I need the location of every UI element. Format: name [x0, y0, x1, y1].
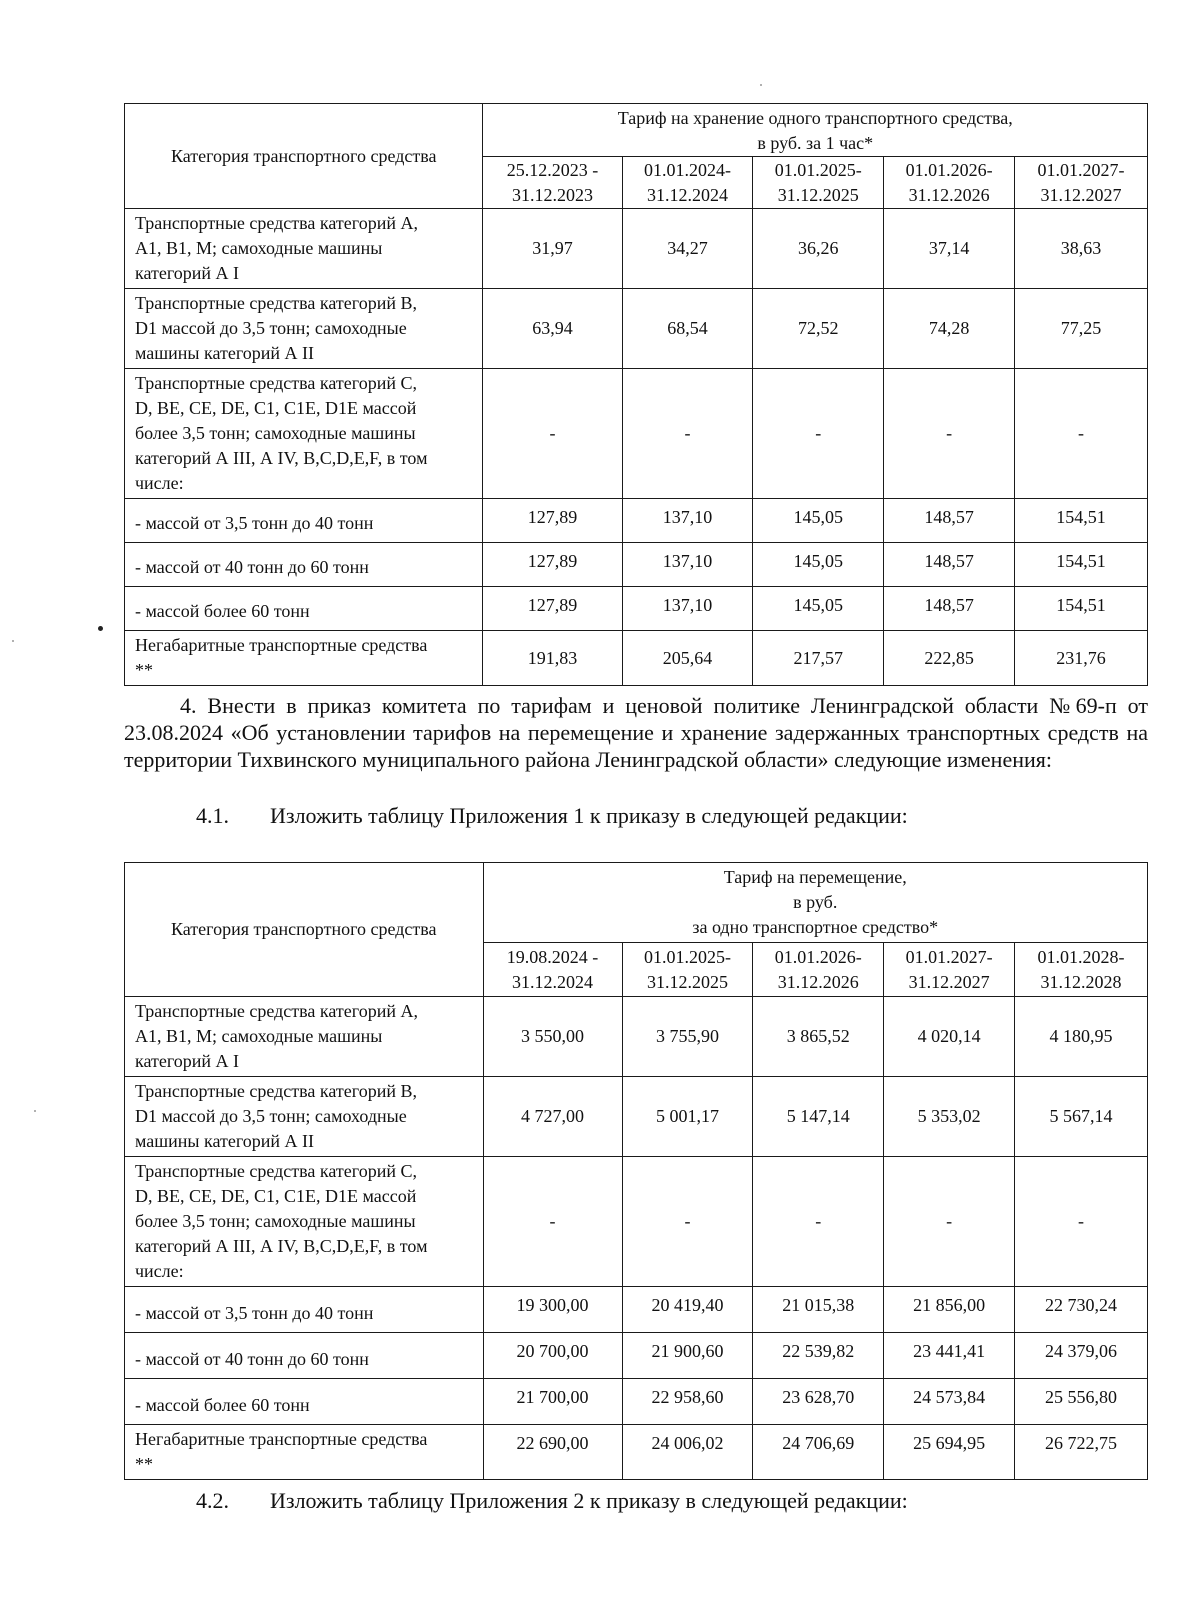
table-row	[125, 997, 1148, 1077]
row-label: - массой от 40 тонн до 60 тонн	[125, 543, 483, 587]
tariff-value: 127,89	[483, 543, 622, 587]
category-header: Категория транспортного средства	[125, 104, 483, 209]
row-label: Транспортные средства категорий С, D, ВЕ, СЕ, DE, C1, C1E, D1E массой более 3,5 тонн; самоходные машины категорий А III, А IV, В,С,D,E,F, в том числе:	[125, 369, 483, 499]
tariff-value: 4 020,14	[884, 997, 1015, 1077]
paragraph-4: 4. Внести в приказ комитета по тарифам и ценовой политике Ленинградской области №69-п от 23.08.2024 «Об установлении тарифов на перемещение и хранение задержанных транспортных средств на территории Тихвинского муниципального района Ленинградской области» следующие изменения:	[124, 693, 1148, 772]
tariff-value: -	[884, 1157, 1015, 1287]
storage-tariff-header	[483, 104, 1148, 157]
row-label: Транспортные средства категорий В, D1 массой до 3,5 тонн; самоходные машины категорий А II	[125, 1077, 484, 1157]
relocation-tariff-header-line: Тариф на перемещение,	[723, 867, 907, 887]
period-header: 01.01.2027- 31.12.2027	[884, 943, 1015, 997]
tariff-value: 5 353,02	[884, 1077, 1015, 1157]
row-label: - массой от 3,5 тонн до 40 тонн	[125, 1287, 484, 1333]
item-text: Изложить таблицу Приложения 2 к приказу в следующей редакции:	[270, 1488, 908, 1513]
table-row	[125, 499, 1148, 543]
tariff-value: 38,63	[1015, 209, 1148, 289]
relocation-tariff-table	[124, 862, 1148, 1480]
tariff-value: -	[622, 1157, 753, 1287]
tariff-value: 37,14	[884, 209, 1015, 289]
tariff-value: -	[1015, 369, 1148, 499]
tariff-value: 3 755,90	[622, 997, 753, 1077]
tariff-value: -	[1015, 1157, 1148, 1287]
tariff-value: 22 539,82	[753, 1333, 884, 1379]
table-row	[125, 289, 1148, 369]
period-header: 01.01.2024- 31.12.2024	[622, 157, 753, 209]
table-row	[125, 1379, 1148, 1425]
table-row	[125, 1287, 1148, 1333]
tariff-value: 4 180,95	[1015, 997, 1148, 1077]
tariff-value: 148,57	[884, 543, 1015, 587]
tariff-value: -	[884, 369, 1015, 499]
tariff-value: 145,05	[753, 587, 884, 631]
period-header: 25.12.2023 - 31.12.2023	[483, 157, 622, 209]
storage-tariff-header-line: в руб. за 1 час*	[757, 133, 874, 153]
tariff-value: 31,97	[483, 209, 622, 289]
tariff-value: 231,76	[1015, 631, 1148, 686]
table-row	[125, 631, 1148, 686]
tariff-value: 21 700,00	[483, 1379, 622, 1425]
tariff-value: 23 628,70	[753, 1379, 884, 1425]
table-row	[125, 1157, 1148, 1287]
tariff-value: 22 690,00	[483, 1425, 622, 1480]
tariff-value: 145,05	[753, 543, 884, 587]
tariff-value: -	[753, 369, 884, 499]
table-row	[125, 543, 1148, 587]
table-row	[125, 209, 1148, 289]
tariff-value: 5 567,14	[1015, 1077, 1148, 1157]
tariff-value: 5 001,17	[622, 1077, 753, 1157]
table-row	[125, 369, 1148, 499]
tariff-value: 23 441,41	[884, 1333, 1015, 1379]
tariff-value: 26 722,75	[1015, 1425, 1148, 1480]
relocation-tariff-header-line: за одно транспортное средство*	[692, 917, 939, 937]
item-4-2	[196, 1487, 908, 1514]
tariff-value: 3 865,52	[753, 997, 884, 1077]
period-header: 01.01.2027- 31.12.2027	[1015, 157, 1148, 209]
tariff-value: 19 300,00	[483, 1287, 622, 1333]
tariff-value: 137,10	[622, 543, 753, 587]
row-label: Негабаритные транспортные средства **	[125, 631, 483, 686]
tariff-value: -	[483, 369, 622, 499]
tariff-value: 25 694,95	[884, 1425, 1015, 1480]
tariff-value: 24 573,84	[884, 1379, 1015, 1425]
row-label: - массой от 40 тонн до 60 тонн	[125, 1333, 484, 1379]
tariff-value: -	[483, 1157, 622, 1287]
period-header: 01.01.2025- 31.12.2025	[753, 157, 884, 209]
tariff-value: 148,57	[884, 499, 1015, 543]
scan-speck	[12, 640, 14, 642]
row-label: Транспортные средства категорий А, А1, В1, М; самоходные машины категорий А I	[125, 209, 483, 289]
table-row	[125, 587, 1148, 631]
relocation-tariff-header-line: в руб.	[793, 892, 838, 912]
tariff-value: 127,89	[483, 499, 622, 543]
period-header: 01.01.2026- 31.12.2026	[884, 157, 1015, 209]
row-label: Негабаритные транспортные средства **	[125, 1425, 484, 1480]
tariff-value: 217,57	[753, 631, 884, 686]
tariff-value: 21 856,00	[884, 1287, 1015, 1333]
tariff-value: 3 550,00	[483, 997, 622, 1077]
tariff-value: 154,51	[1015, 543, 1148, 587]
storage-tariff-table	[124, 103, 1148, 686]
tariff-value: 68,54	[622, 289, 753, 369]
period-header: 01.01.2028- 31.12.2028	[1015, 943, 1148, 997]
tariff-value: 20 419,40	[622, 1287, 753, 1333]
tariff-value: 24 706,69	[753, 1425, 884, 1480]
tariff-value: 22 958,60	[622, 1379, 753, 1425]
storage-tariff-header-line: Тариф на хранение одного транспортного средства,	[617, 108, 1013, 128]
table-row	[125, 1077, 1148, 1157]
tariff-value: 74,28	[884, 289, 1015, 369]
row-label: Транспортные средства категорий В, D1 массой до 3,5 тонн; самоходные машины категорий А II	[125, 289, 483, 369]
period-header: 01.01.2025- 31.12.2025	[622, 943, 753, 997]
tariff-value: 25 556,80	[1015, 1379, 1148, 1425]
row-label: - массой более 60 тонн	[125, 1379, 484, 1425]
row-label: - массой более 60 тонн	[125, 587, 483, 631]
tariff-value: 145,05	[753, 499, 884, 543]
tariff-value: 148,57	[884, 587, 1015, 631]
tariff-value: 34,27	[622, 209, 753, 289]
row-label: Транспортные средства категорий А, А1, В1, М; самоходные машины категорий А I	[125, 997, 484, 1077]
item-text: Изложить таблицу Приложения 1 к приказу в следующей редакции:	[270, 803, 908, 828]
row-label: Транспортные средства категорий С, D, ВЕ, СЕ, DE, C1, C1E, D1E массой более 3,5 тонн; самоходные машины категорий А III, А IV, В,С,D,E,F, в том числе:	[125, 1157, 484, 1287]
tariff-value: 154,51	[1015, 499, 1148, 543]
tariff-value: 21 015,38	[753, 1287, 884, 1333]
tariff-value: 22 730,24	[1015, 1287, 1148, 1333]
scan-speck	[34, 1110, 36, 1112]
tariff-value: 137,10	[622, 499, 753, 543]
table-row	[125, 1333, 1148, 1379]
tariff-value: -	[753, 1157, 884, 1287]
tariff-value: 63,94	[483, 289, 622, 369]
item-4-1	[196, 802, 908, 829]
row-label: - массой от 3,5 тонн до 40 тонн	[125, 499, 483, 543]
tariff-value: 77,25	[1015, 289, 1148, 369]
tariff-value: 72,52	[753, 289, 884, 369]
tariff-value: 5 147,14	[753, 1077, 884, 1157]
category-header: Категория транспортного средства	[125, 863, 484, 997]
tariff-value: 24 379,06	[1015, 1333, 1148, 1379]
scan-speck	[760, 84, 762, 86]
tariff-value: 20 700,00	[483, 1333, 622, 1379]
tariff-value: 21 900,60	[622, 1333, 753, 1379]
scan-dot	[98, 626, 103, 631]
tariff-value: 154,51	[1015, 587, 1148, 631]
tariff-value: -	[622, 369, 753, 499]
tariff-value: 205,64	[622, 631, 753, 686]
period-header: 19.08.2024 - 31.12.2024	[483, 943, 622, 997]
tariff-value: 137,10	[622, 587, 753, 631]
item-number: 4.2.	[196, 1488, 229, 1513]
tariff-value: 36,26	[753, 209, 884, 289]
tariff-value: 191,83	[483, 631, 622, 686]
tariff-value: 4 727,00	[483, 1077, 622, 1157]
tariff-value: 127,89	[483, 587, 622, 631]
tariff-value: 222,85	[884, 631, 1015, 686]
period-header: 01.01.2026- 31.12.2026	[753, 943, 884, 997]
item-number: 4.1.	[196, 803, 229, 828]
tariff-value: 24 006,02	[622, 1425, 753, 1480]
table-row	[125, 1425, 1148, 1480]
relocation-tariff-header	[483, 863, 1148, 943]
